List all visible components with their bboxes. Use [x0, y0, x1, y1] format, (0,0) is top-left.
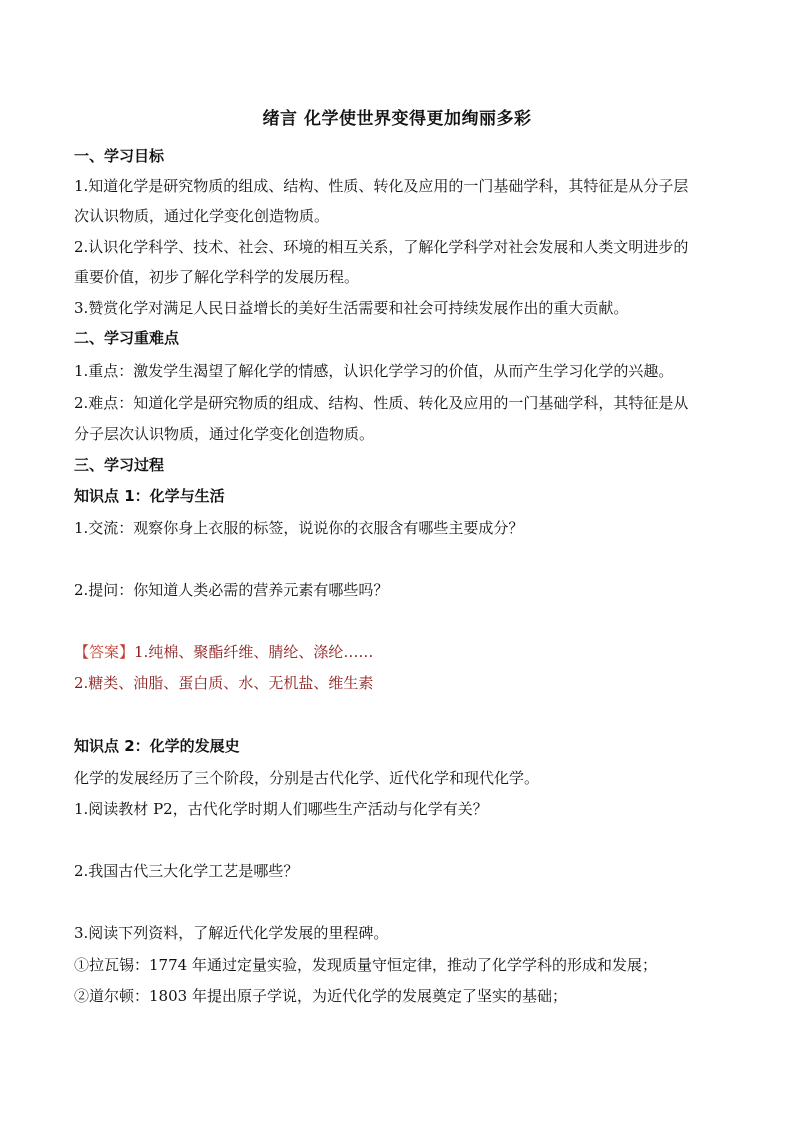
kp1-question-2: 2.提问：你知道人类必需的营养元素有哪些吗？ [74, 581, 389, 599]
objective-3: 3.赞赏化学对满足人民日益增长的美好生活需要和社会可持续发展作出的重大贡献。 [74, 299, 629, 317]
page-title: 绪言 化学使世界变得更加绚丽多彩 [262, 109, 532, 129]
kp2-question-1: 1.阅读教材 P2，古代化学时期人们哪些生产活动与化学有关？ [74, 800, 488, 818]
kp1-answer-line-1 [74, 642, 734, 662]
kp1-answer-2: 2.糖类、油脂、蛋白质、水、无机盐、维生素 [74, 674, 374, 692]
objective-2-line-1: 2.认识化学科学、技术、社会、环境的相互关系，了解化学科学对社会发展和人类文明进步的 [74, 238, 689, 256]
objective-1-line-2: 次认识物质，通过化学变化创造物质。 [74, 207, 330, 225]
kp2-question-2: 2.我国古代三大化学工艺是哪些？ [74, 862, 299, 880]
key-point-1: 1.重点：激发学生渴望了解化学的情感，认识化学学习的价值，从而产生学习化学的兴趣。 [74, 362, 674, 380]
answer-tag: 【答案】 [74, 643, 135, 661]
knowledge-point-1-heading: 知识点 1：化学与生活 [74, 487, 225, 505]
milestone-dalton: ②道尔顿：1803 年提出原子学说，为近代化学的发展奠定了坚实的基础； [74, 987, 567, 1005]
kp2-question-3: 3.阅读下列资料，了解近代化学发展的里程碑。 [74, 924, 389, 942]
section-heading-objectives: 一、学习目标 [74, 147, 165, 165]
key-point-2-line-2: 分子层次认识物质，通过化学变化创造物质。 [74, 425, 375, 443]
section-heading-process: 三、学习过程 [74, 456, 165, 474]
knowledge-point-2-heading: 知识点 2：化学的发展史 [74, 737, 240, 755]
kp1-question-1: 1.交流：观察你身上衣服的标签，说说你的衣服含有哪些主要成分？ [74, 519, 524, 537]
kp1-answer-1: 1.纯棉、聚酯纤维、腈纶、涤纶…… [134, 643, 374, 661]
kp2-intro: 化学的发展经历了三个阶段，分别是古代化学、近代化学和现代化学。 [74, 769, 540, 787]
key-point-2-line-1: 2.难点：知道化学是研究物质的组成、结构、性质、转化及应用的一门基础学科，其特征是从 [74, 394, 689, 412]
milestone-lavoisier: ①拉瓦锡：1774 年通过定量实验，发现质量守恒定律，推动了化学学科的形成和发展； [74, 956, 657, 974]
objective-1-line-1: 1.知道化学是研究物质的组成、结构、性质、转化及应用的一门基础学科，其特征是从分子层 [74, 177, 689, 195]
section-heading-key-points: 二、学习重难点 [74, 329, 180, 347]
objective-2-line-2: 重要价值，初步了解化学科学的发展历程。 [74, 268, 360, 286]
